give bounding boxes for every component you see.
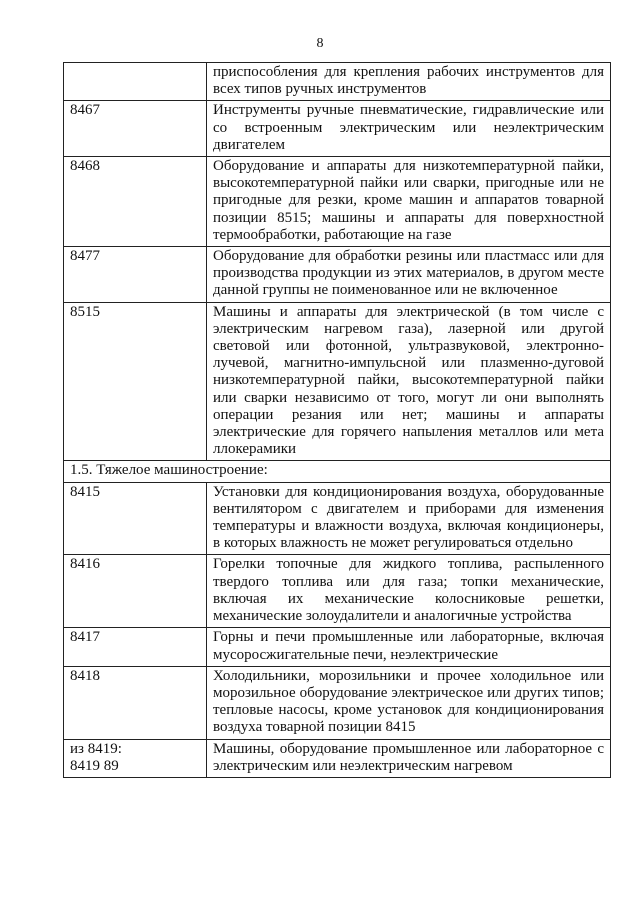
commodity-code: 8477 [64,247,207,303]
commodity-code [64,63,207,101]
commodity-description: Горелки топочные для жидкого топлива, распыленного твердого топлива или для газа; топки механические, включая их механические колосниковые решетки, механические золоудалители и аналогичные устройства [207,555,611,628]
table-row [64,555,611,628]
commodity-description: Инструменты ручные пневматические, гидравлические или со встроенным электрическим или неэлектрическим двигателем [207,101,611,157]
commodity-description: приспособления для крепления рабочих инструментов для всех типов ручных инструментов [207,63,611,101]
commodity-description: Машины, оборудование промышленное или лабораторное с электрическим или неэлектрическим нагревом [207,739,611,777]
section-row [64,461,611,482]
commodity-code: 8515 [64,302,207,461]
table-row [64,63,611,101]
commodity-code: 8418 [64,666,207,739]
table-row [64,628,611,666]
commodity-code: 8416 [64,555,207,628]
table-row [64,157,611,247]
table-row [64,666,611,739]
commodity-description: Оборудование и аппараты для низкотемпературной пайки, высокотемпературной пайки или сварки, пригодные или не пригодные для резки, кроме машин и аппаратов товарной позиции 8515; машины и аппараты для поверхностной термообработки, работающие на газе [207,157,611,247]
commodity-code-table [63,62,611,778]
commodity-code: 8415 [64,482,207,555]
table-row [64,101,611,157]
commodity-description: Машины и аппараты для электрической (в том числе с электрическим нагревом газа), лазерной или другой световой или фотонной, ультразвуковой, электронно-лучевой, магнитно-импульсной или плазменно-дуговой низкотемпературной пайки, высокотемпературной пайки или сварки независимо от того, могут ли они выполнять операции резания или нет; машины и аппараты электрические для горячего напыления металлов или мета ллокерамики [207,302,611,461]
table-row [64,739,611,777]
commodity-description: Горны и печи промышленные или лабораторные, включая мусоросжигательные печи, неэлектрические [207,628,611,666]
commodity-description: Оборудование для обработки резины или пластмасс или для производства продукции из этих материалов, в другом месте данной группы не поименованное или не включенное [207,247,611,303]
table-row [64,302,611,461]
page-number: 8 [316,36,324,51]
commodity-code: 8468 [64,157,207,247]
commodity-code: 8417 [64,628,207,666]
commodity-description: Холодильники, морозильники и прочее холодильное или морозильное оборудование электрическое или других типов; тепловые насосы, кроме установок для кондиционирования воздуха товарной позиции 8415 [207,666,611,739]
commodity-description: Установки для кондиционирования воздуха, оборудованные вентилятором с двигателем и приборами для изменения температуры и влажности воздуха, включая кондиционеры, в которых влажность не может регулироваться отдельно [207,482,611,555]
table-row [64,482,611,555]
commodity-code: 8467 [64,101,207,157]
commodity-code: из 8419: 8419 89 [64,739,207,777]
section-heading: 1.5. Тяжелое машиностроение: [64,461,611,482]
table-row [64,247,611,303]
